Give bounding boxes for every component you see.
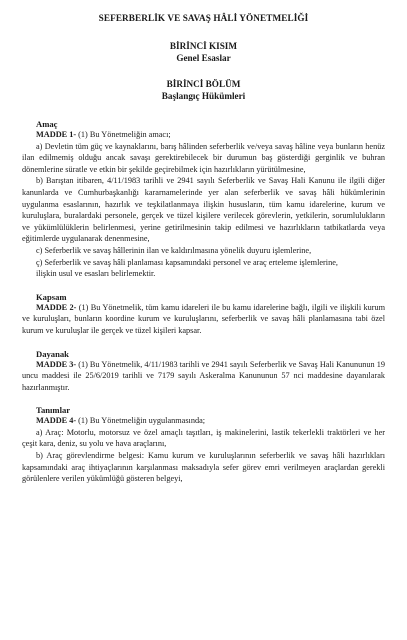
article-1-item-c: c) Seferberlik ve savaş hâllerinin ilan ve kaldırılmasına yönelik duyuru işlemlerine,	[36, 245, 312, 255]
article-1-text: (1) Bu Yönetmeliğin amacı;	[76, 130, 171, 139]
article-1	[22, 129, 385, 141]
article-4-text: (1) Bu Yönetmeliğin uygulanmasında;	[76, 416, 206, 426]
article-1-item-cc: ç) Seferberlik ve savaş hâli planlaması kapsamındaki personel ve araç erteleme işlemlerine,	[36, 257, 338, 267]
article-2-text: (1) Bu Yönetmelik, tüm kamu idareleri ile bu kamu idarelerine bağlı, ilgili ve ilişkili kurum ve kuruluşları, bunların koordine kurum ve kuruluşlarını, seferberlik ve savaş hâli planlamasına tabi özel kurum ve kuruluşlar ile gerçek ve tüzel kişileri kapsar.	[22, 302, 386, 335]
section-heading-kapsam: Kapsam	[36, 291, 67, 302]
article-3	[22, 359, 385, 394]
section-heading-tanimlar: Tanımlar	[36, 405, 71, 416]
article-4-item-b: b) Araç görevlendirme belgesi: Kamu kurum ve kuruluşlarının seferberlik ve savaş hâli hazırlıkları kapsamındaki araç ihtiyaçlarının karşılanması maksadıyla sefer görev emri verilmeyen araçlardan gerekli görülenlere verilen yükümlüğü gösteren belgeyi,	[22, 451, 385, 484]
article-3-text: (1) Bu Yönetmelik, 4/11/1983 tarihli ve 2941 sayılı Seferberlik ve Savaş Hali Kanununun 19 uncu maddesi ile 25/6/2019 tarihli ve 7179 sayılı Askeralma Kanununun 57 nci maddesine dayanılarak hazırlanmıştır.	[22, 359, 385, 392]
article-1-closing: ilişkin usul ve esasları belirlemektir.	[36, 269, 156, 279]
article-4-item-a: a) Araç: Motorlu, motorsuz ve özel amaçlı taşıtları, iş makinelerini, lastik tekerlekli traktörleri ve her çeşit kara, deniz, su yolu ve hava araçlarını,	[22, 427, 385, 449]
article-1-label: MADDE 1-	[36, 130, 77, 139]
article-3-label: MADDE 3-	[36, 359, 77, 369]
section-heading-amac: Amaç	[36, 119, 58, 129]
article-2-label: MADDE 2-	[36, 302, 77, 312]
chapter-name: Başlangıç Hükümleri	[161, 91, 246, 101]
section-heading-dayanak: Dayanak	[36, 348, 69, 359]
article-2	[22, 302, 385, 337]
article-4-label: MADDE 4-	[36, 416, 77, 426]
article-4	[22, 415, 385, 427]
part-number: BİRİNCİ KISIM	[169, 41, 238, 51]
article-1-item-a: a) Devletin tüm güç ve kaynaklarını, barış hâlinden seferberlik ve/veya savaş hâline veya bunların henüz ilan edilmemiş olduğu ancak savaşı gerektirebilecek bir durumun baş gösterdiği gerginlik ve buhran dönemlerine süratle ve etkin bir şekilde geçirebilmek için hazırlıkların yürütülmesine,	[22, 141, 385, 174]
article-1-item-b: b) Barıştan itibaren, 4/11/1983 tarihli ve 2941 sayılı Seferberlik ve Savaş Hali Kanunu ile ilgili diğer kanunlarda ve Cumhurbaşkanlığı kararnamelerinde yer alan seferberlik ve savaş hâli hükümlerinin uygulanma esaslarının, hazırlık ve teşkilatlanmaya ilişkin hususların, tüm kamu idarelerine, kurum ve kuruluşlara, buralardaki personele, gerçek ve tüzel kişilere verilecek görevlerin, yetkilerin, sorumlulukların ve yükümlülüklerin belirlenmesi, yerine getirilmesinin takip edilmesi ve hazırlıkların tatbikatlarda veya eğitimlerde uygulanarak denenmesine,	[22, 176, 385, 244]
part-name: Genel Esaslar	[176, 53, 231, 63]
chapter-number: BİRİNCİ BÖLÜM	[166, 79, 241, 89]
document-title: SEFERBERLİK VE SAVAŞ HÂLİ YÖNETMELİĞİ	[98, 13, 309, 23]
